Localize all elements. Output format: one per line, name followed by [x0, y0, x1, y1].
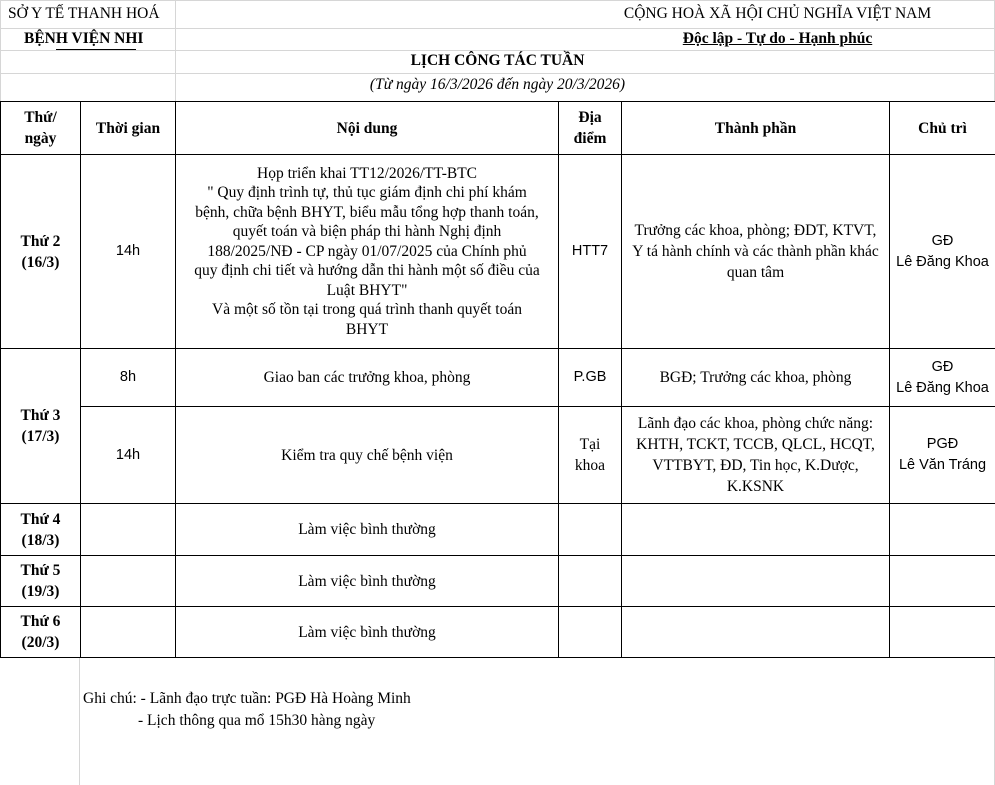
day-cell: Thứ 6 (20/3)	[1, 607, 81, 658]
table-row	[1, 155, 995, 349]
hospital-underline	[56, 49, 136, 50]
note-line: Ghi chú: - Lãnh đạo trực tuần: PGĐ Hà Hoàng Minh	[83, 690, 411, 707]
content-cell: Làm việc bình thường	[176, 504, 559, 556]
national-motto: Độc lập - Tự do - Hạnh phúc	[682, 30, 873, 47]
country-name: CỘNG HOÀ XÃ HỘI CHỦ NGHĨA VIỆT NAM	[623, 5, 932, 22]
content-cell: Kiểm tra quy chế bệnh viện	[176, 407, 559, 504]
content-cell: Họp triển khai TT12/2026/TT-BTC " Quy định trình tự, thủ tục giám định chi phí khám bệnh, chữa bệnh BHYT, biểu mẫu tổng hợp thanh toán, quyết toán và biện pháp thi hành Nghị định 188/2025/NĐ - CP ngày 01/07/2025 của Chính phủ quy định chi tiết và hướng dẫn thi hành một số điều của Luật BHYT" Và một số tồn tại trong quá trình thanh quyết toán BHYT	[176, 155, 559, 349]
content-cell: Làm việc bình thường	[176, 556, 559, 607]
col-header-content: Nội dung	[176, 102, 559, 155]
day-cell: Thứ 2 (16/3)	[1, 155, 81, 349]
day-cell: Thứ 4 (18/3)	[1, 504, 81, 556]
participants-cell	[622, 556, 890, 607]
participants-cell	[622, 504, 890, 556]
grid-line	[79, 657, 80, 785]
chair-cell	[890, 504, 995, 556]
grid-line	[0, 28, 995, 29]
table-row	[1, 349, 995, 407]
grid-line	[0, 73, 995, 74]
date-range: (Từ ngày 16/3/2026 đến ngày 20/3/2026)	[369, 76, 626, 93]
document-title: LỊCH CÔNG TÁC TUẦN	[410, 52, 585, 69]
place-cell	[559, 607, 622, 658]
participants-cell: Lãnh đạo các khoa, phòng chức năng: KHTH, TCKT, TCCB, QLCL, HCQT, VTTBYT, ĐD, Tin học, K.Dược, K.KSNK	[622, 407, 890, 504]
col-header-place: Địa điểm	[559, 102, 622, 155]
col-header-time: Thời gian	[81, 102, 176, 155]
content-cell: Làm việc bình thường	[176, 607, 559, 658]
chair-cell	[890, 556, 995, 607]
col-header-participants: Thành phần	[622, 102, 890, 155]
time-cell	[81, 504, 176, 556]
chair-cell	[890, 607, 995, 658]
participants-cell: BGĐ; Trưởng các khoa, phòng	[622, 349, 890, 407]
col-header-day: Thứ/ ngày	[1, 102, 81, 155]
place-cell: Tại khoa	[559, 407, 622, 504]
schedule-table	[0, 101, 995, 658]
chair-cell: GĐ Lê Đăng Khoa	[890, 349, 995, 407]
chair-cell: GĐ Lê Đăng Khoa	[890, 155, 995, 349]
table-row	[1, 504, 995, 556]
table-row	[1, 607, 995, 658]
agency-name: SỞ Y TẾ THANH HOÁ	[8, 5, 160, 22]
table-row	[1, 407, 995, 504]
table-row	[1, 556, 995, 607]
place-cell: P.GB	[559, 349, 622, 407]
participants-cell	[622, 607, 890, 658]
notes	[83, 688, 411, 732]
col-header-chair: Chủ trì	[890, 102, 995, 155]
time-cell: 14h	[81, 155, 176, 349]
place-cell	[559, 556, 622, 607]
note-line: - Lịch thông qua mổ 15h30 hàng ngày	[138, 712, 376, 729]
chair-cell: PGĐ Lê Văn Tráng	[890, 407, 995, 504]
time-cell	[81, 556, 176, 607]
time-cell: 8h	[81, 349, 176, 407]
grid-line	[0, 50, 995, 51]
hospital-name: BỆNH VIỆN NHI	[24, 30, 144, 47]
participants-cell: Trưởng các khoa, phòng; ĐDT, KTVT, Y tá hành chính và các thành phần khác quan tâm	[622, 155, 890, 349]
place-cell	[559, 504, 622, 556]
grid-line	[0, 0, 995, 1]
day-cell: Thứ 3 (17/3)	[1, 349, 81, 504]
day-cell: Thứ 5 (19/3)	[1, 556, 81, 607]
table-header-row	[1, 102, 995, 155]
place-cell: HTT7	[559, 155, 622, 349]
time-cell: 14h	[81, 407, 176, 504]
time-cell	[81, 607, 176, 658]
content-cell: Giao ban các trưởng khoa, phòng	[176, 349, 559, 407]
